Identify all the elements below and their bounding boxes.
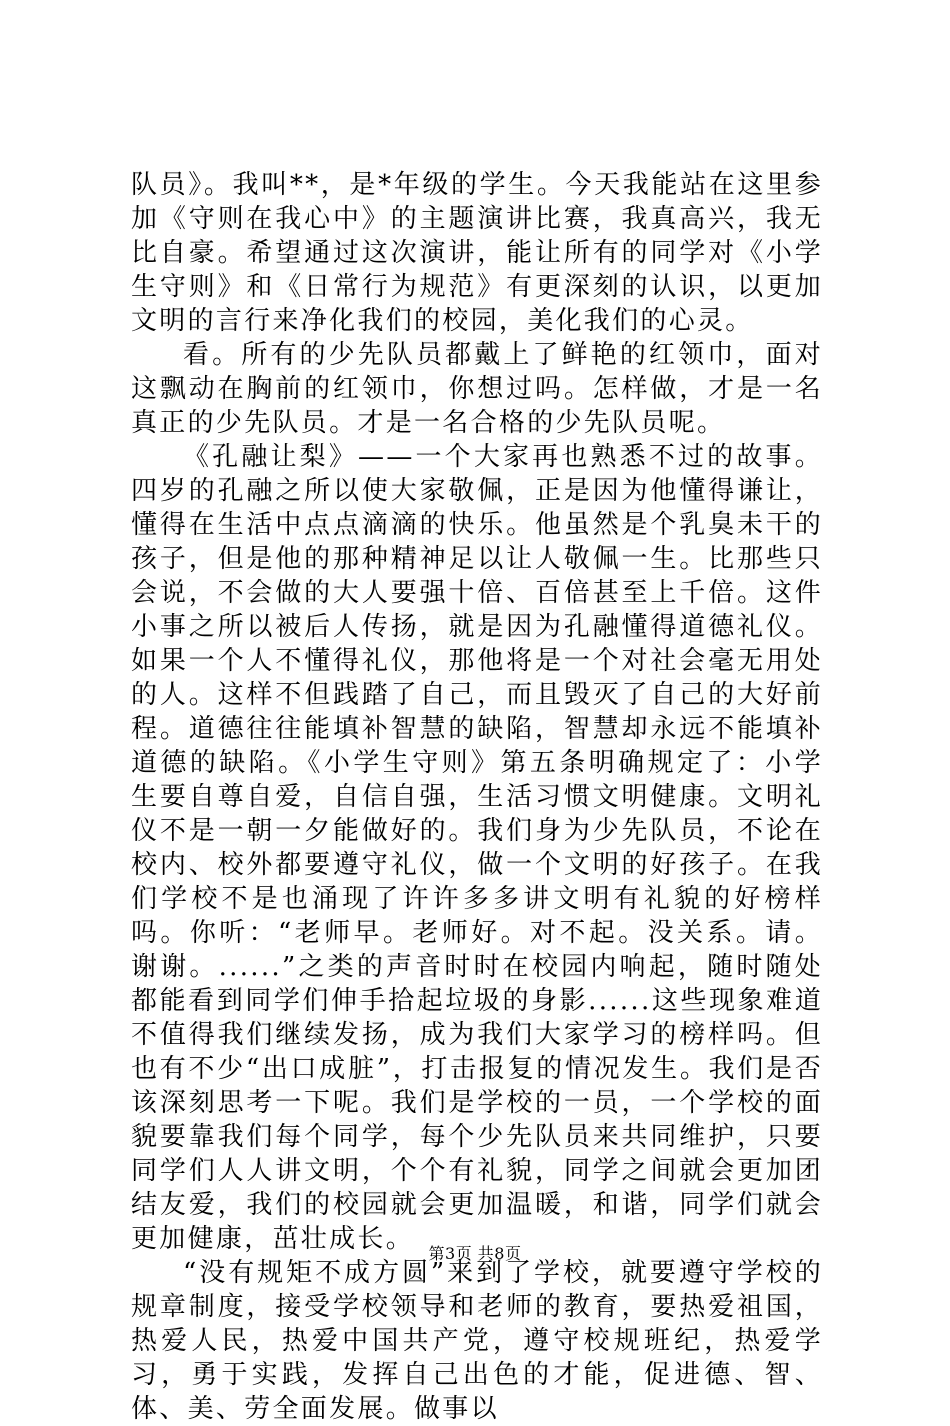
paragraph-4: “没有规矩不成方圆”来到了学校，就要遵守学校的规章制度，接受学校领导和老师的教育，要热爱祖国，热爱人民，热爱中国共产党，遵守校规班纪，热爱学习，勇于实践，发挥自己出色的才能，促进德、智、体、美、劳全面发展。做事以: [131, 1258, 823, 1424]
paragraph-1: 队员》。我叫**，是*年级的学生。今天我能站在这里参加《守则在我心中》的主题演讲比赛，我真高兴，我无比自豪。希望通过这次演讲，能让所有的同学对《小学生守则》和《日常行为规范》有更深刻的认识，以更加文明的言行来净化我们的校园，美化我们的心灵。: [131, 170, 823, 336]
paragraph-3: 《孔融让梨》——一个大家再也熟悉不过的故事。四岁的孔融之所以使大家敬佩，正是因为他懂得谦让，懂得在生活中点点滴滴的快乐。他虽然是个乳臭未干的孩子，但是他的那种精神足以让人敬佩一生。比那些只会说，不会做的大人要强十倍、百倍甚至上千倍。这件小事之所以被后人传扬，就是因为孔融懂得道德礼仪。如果一个人不懂得礼仪，那他将是一个对社会毫无用处的人。这样不但践踏了自己，而且毁灭了自己的大好前程。道德往往能填补智慧的缺陷，智慧却永远不能填补道德的缺陷。《小学生守则》第五条明确规定了：小学生要自尊自爱，自信自强，生活习惯文明健康。文明礼仪不是一朝一夕能做好的。我们身为少先队员，不论在校内、校外都要遵守礼仪，做一个文明的好孩子。在我们学校不是也涌现了许许多多讲文明有礼貌的好榜样吗。你听：“老师早。老师好。对不起。没关系。请。谢谢。......”之类的声音时时在校园内响起，随时随处都能看到同学们伸手拾起垃圾的身影......这些现象难道不值得我们继续发扬，成为我们大家学习的榜样吗。但也有不少“出口成脏”，打击报复的情况发生。我们是否该深刻思考一下呢。我们是学校的一员，一个学校的面貌要靠我们每个同学，每个少先队员来共同维护，只要同学们人人讲文明，个个有礼貌，同学之间就会更加团结友爱，我们的校园就会更加温暖，和谐，同学们就会更加健康，茁壮成长。: [131, 442, 823, 1254]
paragraph-2: 看。所有的少先队员都戴上了鲜艳的红领巾，面对这飘动在胸前的红领巾，你想过吗。怎样做，才是一名真正的少先队员。才是一名合格的少先队员呢。: [131, 340, 823, 438]
page-number-footer: 第3页 共8页: [428, 1244, 522, 1263]
document-body: [131, 168, 823, 1426]
